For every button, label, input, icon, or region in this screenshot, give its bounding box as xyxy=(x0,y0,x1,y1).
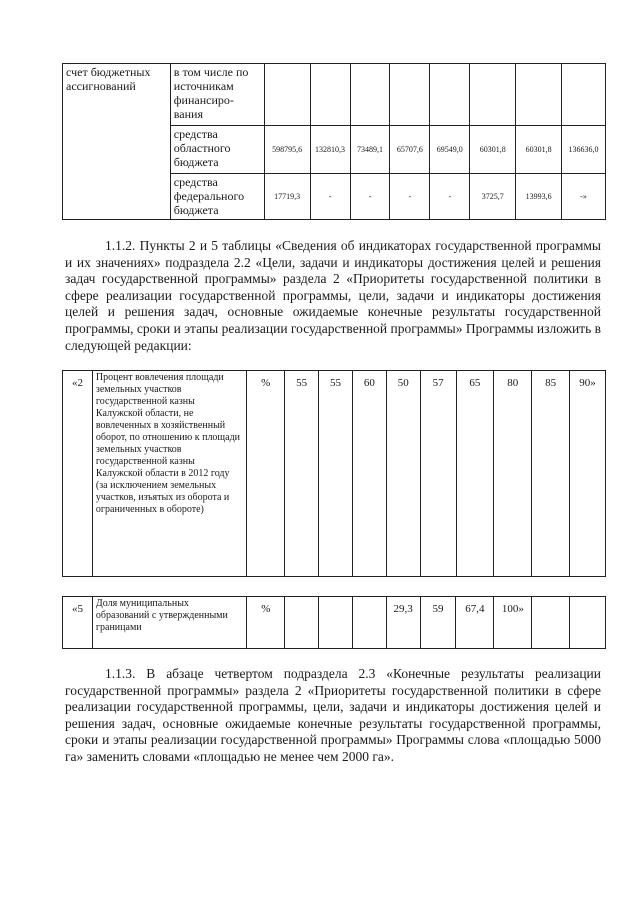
cell xyxy=(285,597,319,649)
cell: 59 xyxy=(420,597,456,649)
cell xyxy=(390,64,430,126)
cell xyxy=(430,64,470,126)
cell: 60301,8 xyxy=(516,126,562,174)
indicator-number: «5 xyxy=(63,597,93,649)
cell xyxy=(350,64,390,126)
cell: 17719,3 xyxy=(264,174,310,220)
budget-table xyxy=(62,63,606,220)
cell xyxy=(310,64,350,126)
source-label: средства федерального бюджета xyxy=(170,174,264,220)
cell: 598795,6 xyxy=(264,126,310,174)
cell: 60301,8 xyxy=(470,126,516,174)
indicator-5-table xyxy=(62,596,606,649)
cell xyxy=(562,64,606,126)
table-row xyxy=(63,64,606,126)
cell: 73489,1 xyxy=(350,126,390,174)
cell: 132810,3 xyxy=(310,126,350,174)
cell: 90» xyxy=(570,371,606,577)
indicator-2-table xyxy=(62,370,606,577)
indicator-unit: % xyxy=(247,371,285,577)
cell: 85 xyxy=(532,371,570,577)
cell xyxy=(470,64,516,126)
cell xyxy=(264,64,310,126)
cell: 55 xyxy=(285,371,319,577)
cell: 80 xyxy=(494,371,532,577)
cell: - xyxy=(390,174,430,220)
cell: 65 xyxy=(456,371,494,577)
cell: 57 xyxy=(420,371,456,577)
cell: 67,4 xyxy=(456,597,494,649)
indicator-name: Процент вовлечения площади земельных участков государственной казны Калужской области, не вовлеченных в хозяйственный оборот, по отношению к площади земельных участков государственной казны Калужской области в 2012 году (за исключением земельных участков, изъятых из оборота и ограниченных в обороте) xyxy=(92,371,246,577)
paragraph-1: 1.1.2. Пункты 2 и 5 таблицы «Сведения об индикаторах государственной программы и их значениях» подраздела 2.2 «Цели, задачи и индикаторы достижения целей и решения задач государственной программы» раздела 2 «Приоритеты государственной политики в сфере реализации государственной программы, цели, задачи и индикаторы достижения целей и решения задач, основные ожидаемые конечные результаты государственной программы, сроки и этапы реализации государственной программы» Программы изложить в следующей редакции: xyxy=(65,238,601,353)
indicator-number: «2 xyxy=(63,371,93,577)
cell: 136636,0 xyxy=(562,126,606,174)
cell: 60 xyxy=(352,371,386,577)
indicator-name: Доля муниципальных образований с утвержденными границами xyxy=(92,597,246,649)
source-label: в том числе по источникам финансиро-вания xyxy=(170,64,264,126)
paragraph-2: 1.1.3. В абзаце четвертом подраздела 2.3 «Конечные результаты реализации государственной программы» раздела 2 «Приоритеты государственной политики в сфере реализации государственной программы, цели, задачи и индикаторы достижения целей и решения задач, основные ожидаемые конечные результаты государственной программы, сроки и этапы реализации государственной программы» Программы слова «площадью 5000 га» заменить словами «площадью не менее чем 2000 га». xyxy=(65,666,601,764)
cell xyxy=(570,597,606,649)
cell xyxy=(516,64,562,126)
cell: 50 xyxy=(386,371,420,577)
cell: -» xyxy=(562,174,606,220)
cell: - xyxy=(430,174,470,220)
table-row xyxy=(63,597,606,649)
cell: 100» xyxy=(494,597,532,649)
source-label: средства областного бюджета xyxy=(170,126,264,174)
table-row xyxy=(63,371,606,577)
cell: 65707,6 xyxy=(390,126,430,174)
cell: 69549,0 xyxy=(430,126,470,174)
cell xyxy=(532,597,570,649)
cell: 29,3 xyxy=(386,597,420,649)
cell xyxy=(352,597,386,649)
cell: - xyxy=(350,174,390,220)
cell: - xyxy=(310,174,350,220)
cell xyxy=(319,597,353,649)
cell: 55 xyxy=(319,371,353,577)
cell: 3725,7 xyxy=(470,174,516,220)
row-label: счет бюджетных ассигнований xyxy=(63,64,171,220)
cell: 13993,6 xyxy=(516,174,562,220)
indicator-unit: % xyxy=(247,597,285,649)
